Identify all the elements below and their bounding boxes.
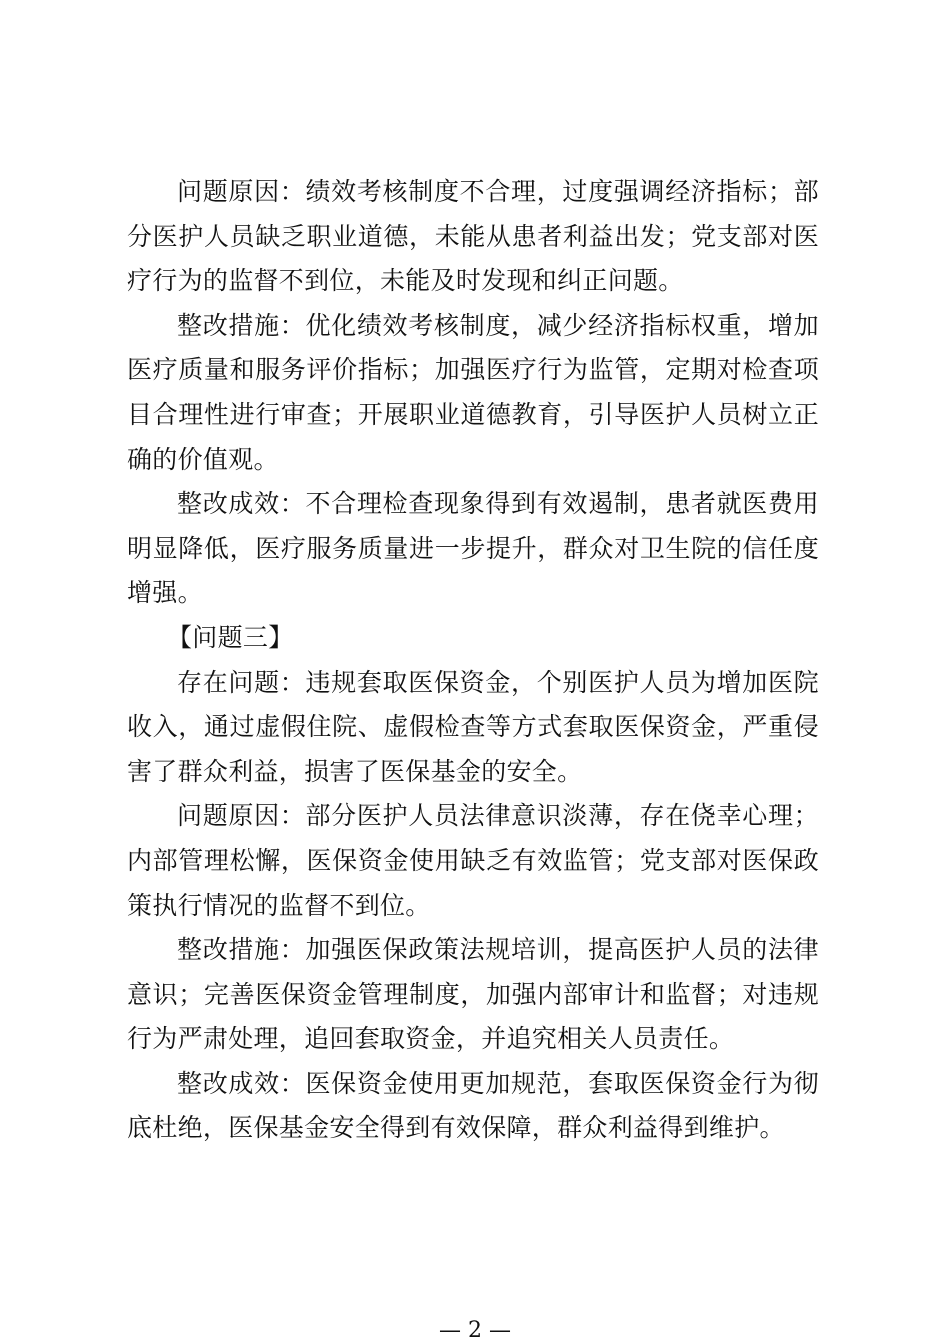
document-body bbox=[127, 170, 819, 1151]
paragraph-problem-cause: 问题原因：绩效考核制度不合理，过度强调经济指标；部分医护人员缺乏职业道德，未能从患者利益出发；党支部对医疗行为的监督不到位，未能及时发现和纠正问题。 bbox=[127, 177, 819, 296]
paragraph-rectification-measures: 整改措施：优化绩效考核制度，减少经济指标权重，增加医疗质量和服务评价指标；加强医疗行为监管，定期对检查项目合理性进行审查；开展职业道德教育，引导医护人员树立正确的价值观。 bbox=[127, 310, 819, 474]
paragraph-rectification-measures-3: 整改措施：加强医保政策法规培训，提高医护人员的法律意识；完善医保资金管理制度，加强内部审计和监督；对违规行为严肃处理，追回套取资金，并追究相关人员责任。 bbox=[127, 935, 819, 1054]
section-heading-problem-three: 【问题三】 bbox=[167, 622, 294, 652]
page-number: — 2 — bbox=[439, 1318, 511, 1343]
paragraph-existing-problem: 存在问题：违规套取医保资金，个别医护人员为增加医院收入，通过虚假住院、虚假检查等方式套取医保资金，严重侵害了群众利益，损害了医保基金的安全。 bbox=[127, 667, 819, 786]
paragraph-rectification-results-3: 整改成效：医保资金使用更加规范，套取医保资金行为彻底杜绝，医保基金安全得到有效保障，群众利益得到维护。 bbox=[127, 1068, 819, 1143]
paragraph-rectification-results: 整改成效：不合理检查现象得到有效遏制，患者就医费用明显降低，医疗服务质量进一步提升，群众对卫生院的信任度增强。 bbox=[127, 489, 819, 608]
paragraph-problem-cause-3: 问题原因：部分医护人员法律意识淡薄，存在侥幸心理；内部管理松懈，医保资金使用缺乏有效监管；党支部对医保政策执行情况的监督不到位。 bbox=[127, 801, 819, 920]
